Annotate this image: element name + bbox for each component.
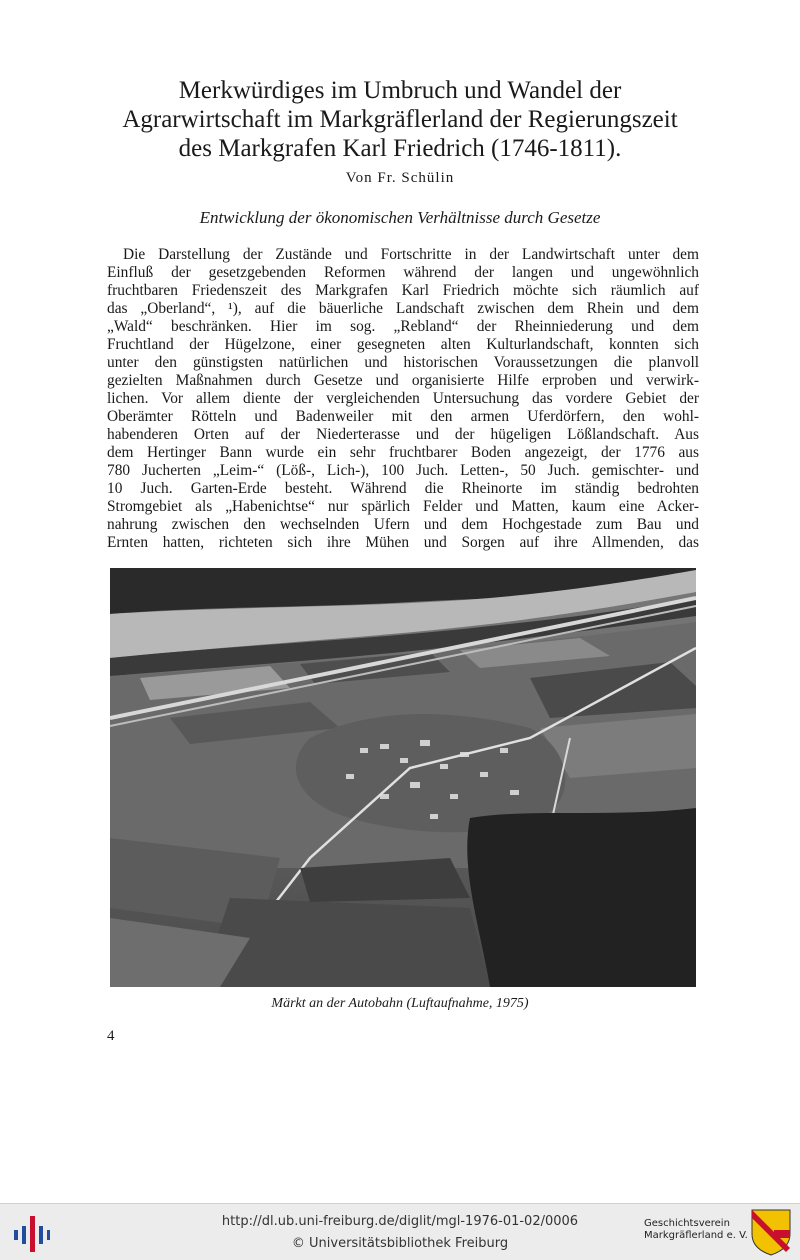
aerial-photo-graphic [110, 568, 696, 987]
text-line: fruchtbaren Friedenszeit des Markgrafen Karl Friedrich möchte sich räumlich auf [107, 282, 699, 299]
society-crest-icon [750, 1208, 792, 1256]
title-line: Merkwürdiges im Umbruch und Wandel der [178, 77, 622, 104]
title-line: Agrarwirtschaft im Markgräflerland der Regierungszeit [122, 106, 678, 133]
title-line: des Markgrafen Karl Friedrich (1746-1811). [178, 135, 622, 162]
text-line: nahrung zwischen den wechselnden Ufern und dem Hochgestade zum Bau und [107, 516, 699, 533]
copyright-notice: © Universitätsbibliothek Freiburg [291, 1236, 509, 1251]
text-line: Oberämter Rötteln und Badenweiler mit den armen Uferdörfern, den wohl- [107, 408, 699, 425]
text-line: Ernten hatten, richteten sich ihre Mühen und Sorgen auf ihre Allmenden, das [107, 534, 699, 551]
photo-caption: Märkt an der Autobahn (Luftaufnahme, 1975) [271, 996, 529, 1011]
section-heading: Entwicklung der ökonomischen Verhältnisse durch Gesetze [199, 208, 601, 227]
text-line: 10 Juch. Garten-Erde besteht. Während die Rheinorte im ständig bedrohten [107, 480, 699, 497]
text-line: unter den günstigsten natürlichen und historischen Voraussetzungen die planvoll [107, 354, 699, 371]
digital-collection-link[interactable]: http://dl.ub.uni-freiburg.de/diglit/mgl-1976-01-02/0006 [221, 1214, 579, 1229]
page-number: 4 [107, 1028, 115, 1044]
author-byline: Von Fr. Schülin [345, 170, 455, 186]
body-paragraph [107, 246, 699, 552]
text-line: gezielten Maßnahmen durch Gesetze und organisierte Hilfe erproben und verwirk- [107, 372, 699, 389]
text-line: das „Oberland“, ¹), auf die bäuerliche Landschaft zwischen dem Rhein und dem [107, 300, 699, 317]
society-name [644, 1218, 748, 1242]
society-name-line: Markgräflerland e. V. [644, 1230, 748, 1241]
text-line: Fruchtland der Hügelzone, einer gesegneten alten Kulturlandschaft, konnten sich [107, 336, 699, 353]
text-line: 780 Jucherten „Leim-“ (Löß-, Lich-), 100 Juch. Letten-, 50 Juch. gemischter- und [107, 462, 699, 479]
text-line: lichen. Vor allem diente der vergleichenden Untersuchung das vordere Gebiet der [107, 390, 699, 407]
society-name-line: Geschichtsverein [644, 1218, 730, 1229]
text-line: Einfluß der gesetzgebenden Reformen während der langen und ungewöhnlich [107, 264, 699, 281]
text-line: „Wald“ beschränken. Hier im sog. „Rebland“ der Rheinniederung und dem [107, 318, 699, 335]
aerial-photo [110, 568, 696, 987]
digitization-footer [0, 1203, 800, 1260]
text-line: habenderen Orten auf der Niederterasse und der hügeligen Lößlandschaft. Aus [107, 426, 699, 443]
text-line: Stromgebiet als „Habenichtse“ nur spärlich Felder und Matten, kaum eine Acker- [107, 498, 699, 515]
text-line: Die Darstellung der Zustände und Fortschritte in der Landwirtschaft unter dem [123, 246, 699, 263]
text-line: dem Hertinger Bann wurde ein sehr fruchtbarer Boden angezeigt, der 1776 aus [107, 444, 699, 461]
article-title [100, 76, 700, 163]
